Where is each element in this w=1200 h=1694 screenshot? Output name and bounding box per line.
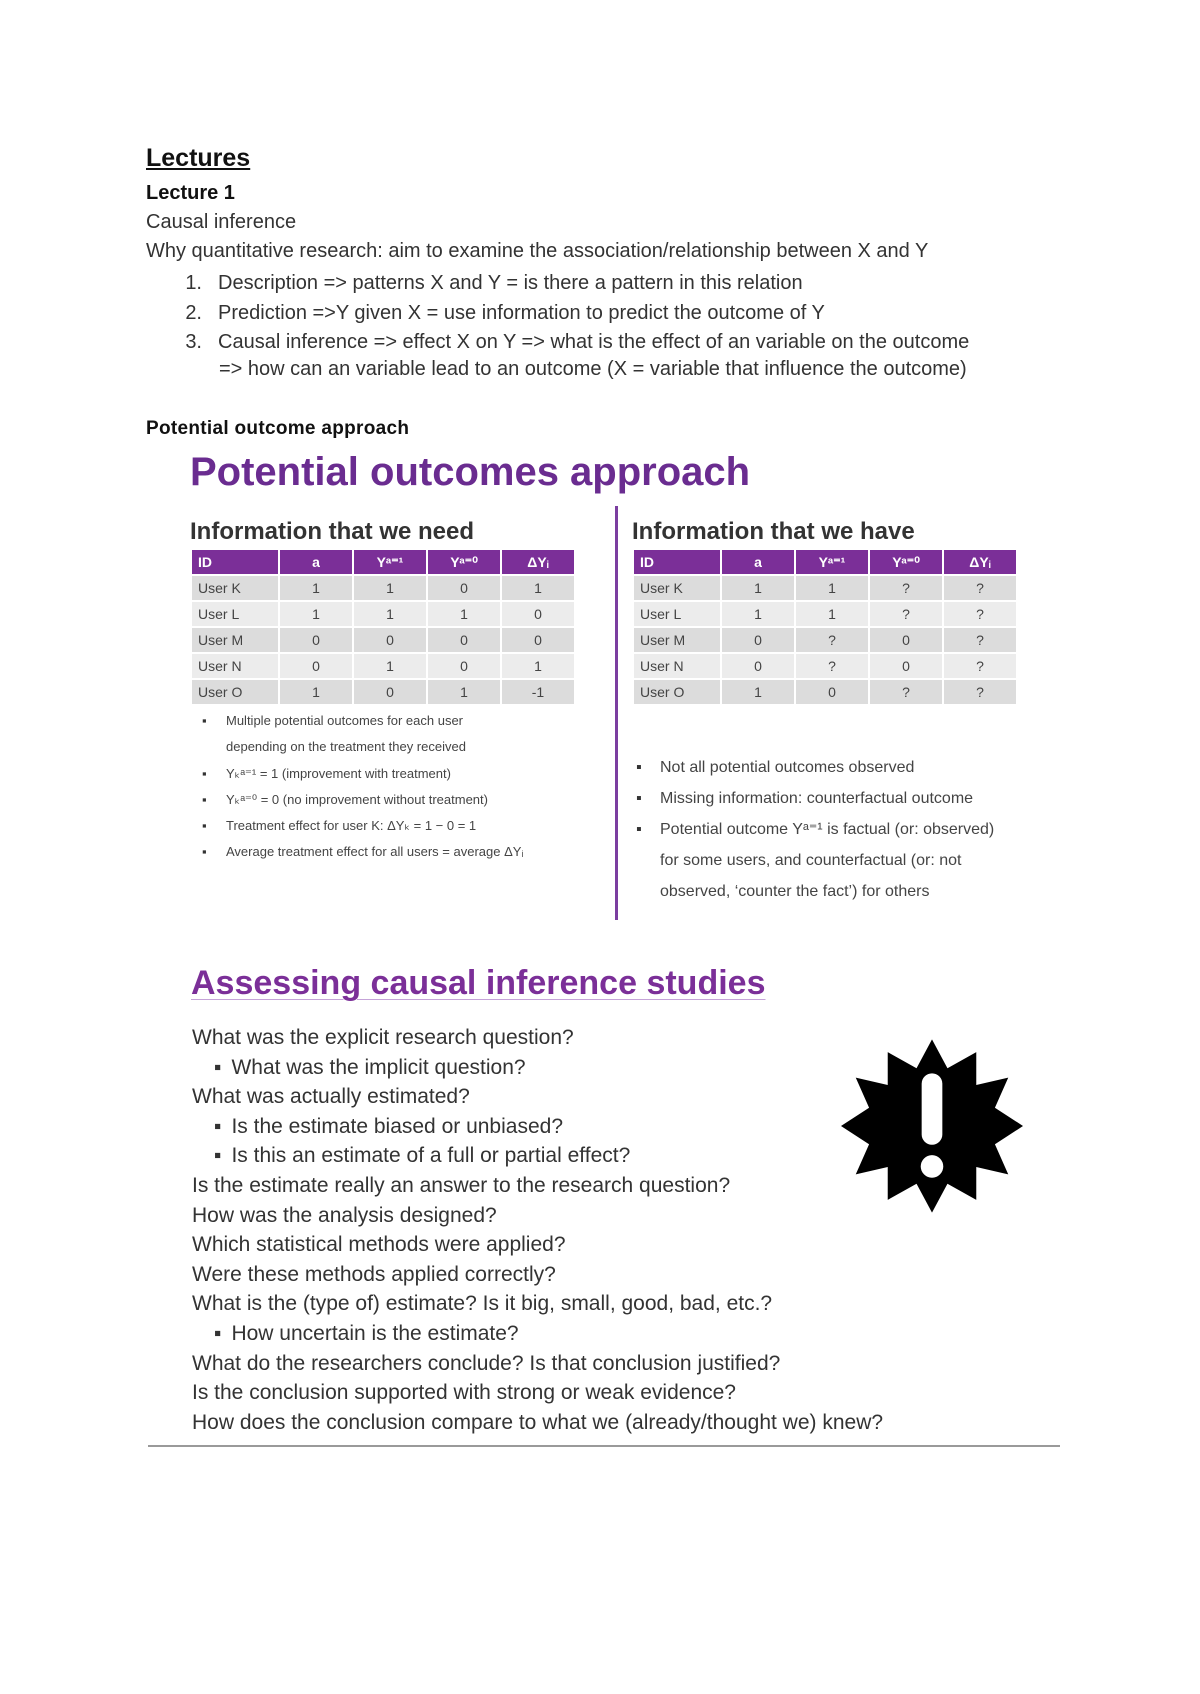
- topic-line: Causal inference: [146, 211, 297, 233]
- table-cell: 0: [501, 627, 575, 653]
- table-row: [633, 601, 1017, 627]
- column-header: a: [721, 549, 795, 575]
- table-cell: ?: [795, 653, 869, 679]
- table-cell: 1: [501, 575, 575, 601]
- table-cell: 1: [279, 679, 353, 705]
- table-cell: 1: [721, 601, 795, 627]
- table-cell: 0: [427, 627, 501, 653]
- need-bullets: [198, 708, 524, 866]
- column-header: a: [279, 549, 353, 575]
- list-item: for some users, and counterfactual (or: not: [660, 852, 962, 869]
- column-divider: [615, 506, 618, 920]
- list-item: [146, 269, 969, 299]
- lecture-label: Lecture 1: [146, 182, 235, 204]
- table-row: [633, 575, 1017, 601]
- list-item: observed, ‘counter the fact’) for others: [660, 883, 930, 900]
- column-header: ID: [633, 549, 721, 575]
- list-item: [146, 328, 969, 358]
- column-header: ΔYᵢ: [943, 549, 1017, 575]
- table-cell: 0: [279, 627, 353, 653]
- table-row: [191, 627, 575, 653]
- column-header: ΔYᵢ: [501, 549, 575, 575]
- question-item: How does the conclusion compare to what we (already/thought we) knew?: [192, 1410, 884, 1434]
- list-item: ▪ Yₖᵃ⁼⁰ = 0 (no improvement without treatment): [198, 787, 524, 813]
- have-bullets: [632, 752, 994, 907]
- list-text: Description => patterns X and Y = is there a pattern in this relation: [218, 272, 803, 294]
- bottom-divider: [148, 1445, 1060, 1447]
- table-header-row: [633, 549, 1017, 575]
- table-cell: 0: [721, 627, 795, 653]
- question-item: Were these methods applied correctly?: [192, 1262, 556, 1286]
- column-header: Yᵃ⁼¹: [795, 549, 869, 575]
- table-header-row: [191, 549, 575, 575]
- list-number: 1.: [185, 272, 202, 294]
- list-item: ▪ Average treatment effect for all users = average ΔYᵢ: [198, 839, 524, 865]
- section-heading: Potential outcome approach: [146, 418, 410, 439]
- question-item: How was the analysis designed?: [192, 1203, 497, 1227]
- question-sub-item: ▪ Is the estimate biased or unbiased?: [192, 1112, 883, 1142]
- table-cell: 1: [279, 601, 353, 627]
- table-row: [191, 575, 575, 601]
- table-cell: User M: [191, 627, 279, 653]
- table-cell: 1: [721, 679, 795, 705]
- table-cell: ?: [869, 679, 943, 705]
- column-header: Yᵃ⁼⁰: [427, 549, 501, 575]
- table-cell: User L: [191, 601, 279, 627]
- list-item: ▪ Treatment effect for user K: ΔYₖ = 1 − 0 = 1: [198, 813, 524, 839]
- table-cell: 1: [353, 601, 427, 627]
- list-text: Causal inference => effect X on Y => what is the effect of an variable on the outcome: [218, 331, 970, 353]
- table-cell: ?: [943, 653, 1017, 679]
- list-item: depending on the treatment they received: [226, 739, 466, 755]
- question-sub-item: ▪ What was the implicit question?: [192, 1053, 883, 1083]
- question-list: [192, 1023, 883, 1437]
- table-cell: 0: [279, 653, 353, 679]
- column-header: Yᵃ⁼¹: [353, 549, 427, 575]
- table-cell: 0: [501, 601, 575, 627]
- list-item: [146, 299, 969, 329]
- list-item: ▪ Multiple potential outcomes for each user: [198, 708, 524, 734]
- table-cell: 1: [795, 601, 869, 627]
- table-cell: 0: [795, 679, 869, 705]
- table-cell: 0: [353, 679, 427, 705]
- table-cell: ?: [795, 627, 869, 653]
- need-table: [190, 548, 576, 706]
- table-cell: -1: [501, 679, 575, 705]
- table-cell: 1: [795, 575, 869, 601]
- table-cell: User K: [191, 575, 279, 601]
- table-cell: 0: [869, 653, 943, 679]
- table-cell: User L: [633, 601, 721, 627]
- question-item: What do the researchers conclude? Is that conclusion justified?: [192, 1351, 781, 1375]
- table-cell: User O: [191, 679, 279, 705]
- table-cell: User N: [191, 653, 279, 679]
- table-cell: User K: [633, 575, 721, 601]
- list-item: ▪ Potential outcome Yᵃ⁼¹ is factual (or: observed): [632, 814, 994, 845]
- slide-title: Assessing causal inference studies: [191, 964, 766, 1002]
- table-row: [191, 679, 575, 705]
- warning-badge-icon: [838, 1032, 1026, 1220]
- list-item: ▪ Not all potential outcomes observed: [632, 752, 994, 783]
- table-cell: User N: [633, 653, 721, 679]
- list-number: 3.: [185, 331, 202, 353]
- slide-title: Potential outcomes approach: [190, 450, 751, 494]
- table-cell: 0: [353, 627, 427, 653]
- table-cell: 1: [353, 575, 427, 601]
- list-item: ▪ Yₖᵃ⁼¹ = 1 (improvement with treatment): [198, 761, 524, 787]
- intro-line: Why quantitative research: aim to examine the association/relationship between X and Y: [146, 240, 929, 262]
- column-header: Yᵃ⁼⁰: [869, 549, 943, 575]
- column-header: ID: [191, 549, 279, 575]
- numbered-list: [146, 269, 969, 358]
- table-cell: ?: [943, 575, 1017, 601]
- table-cell: 0: [427, 653, 501, 679]
- list-continuation: => how can an variable lead to an outcome (X = variable that influence the outcome): [219, 358, 967, 380]
- table-cell: User M: [633, 627, 721, 653]
- have-table: [632, 548, 1018, 706]
- question-item: What was actually estimated?: [192, 1085, 470, 1109]
- table-cell: ?: [943, 679, 1017, 705]
- list-item: ▪ Missing information: counterfactual outcome: [632, 783, 994, 814]
- table-cell: 0: [869, 627, 943, 653]
- question-item: Which statistical methods were applied?: [192, 1233, 566, 1257]
- table-cell: 1: [721, 575, 795, 601]
- table-cell: User O: [633, 679, 721, 705]
- list-number: 2.: [185, 301, 202, 324]
- question-sub-item: ▪ Is this an estimate of a full or partial effect?: [192, 1141, 883, 1171]
- question-item: What was the explicit research question?: [192, 1026, 574, 1049]
- page-heading: Lectures: [146, 144, 251, 172]
- list-text: Prediction =>Y given X = use information to predict the outcome of Y: [218, 301, 825, 324]
- table-cell: 1: [427, 679, 501, 705]
- table-cell: 0: [721, 653, 795, 679]
- question-item: What is the (type of) estimate? Is it big, small, good, bad, etc.?: [192, 1292, 773, 1316]
- question-item: Is the conclusion supported with strong or weak evidence?: [192, 1381, 736, 1405]
- table-cell: ?: [943, 601, 1017, 627]
- table-row: [633, 653, 1017, 679]
- table-cell: 1: [279, 575, 353, 601]
- table-cell: 1: [501, 653, 575, 679]
- question-sub-item: ▪ How uncertain is the estimate?: [192, 1319, 883, 1349]
- table-row: [191, 653, 575, 679]
- need-heading: Information that we need: [190, 518, 475, 545]
- have-heading: Information that we have: [632, 518, 915, 545]
- table-cell: ?: [869, 601, 943, 627]
- table-cell: ?: [943, 627, 1017, 653]
- question-item: Is the estimate really an answer to the research question?: [192, 1173, 731, 1197]
- table-row: [633, 679, 1017, 705]
- table-cell: ?: [869, 575, 943, 601]
- table-cell: 0: [427, 575, 501, 601]
- table-cell: 1: [353, 653, 427, 679]
- table-row: [633, 627, 1017, 653]
- table-cell: 1: [427, 601, 501, 627]
- table-row: [191, 601, 575, 627]
